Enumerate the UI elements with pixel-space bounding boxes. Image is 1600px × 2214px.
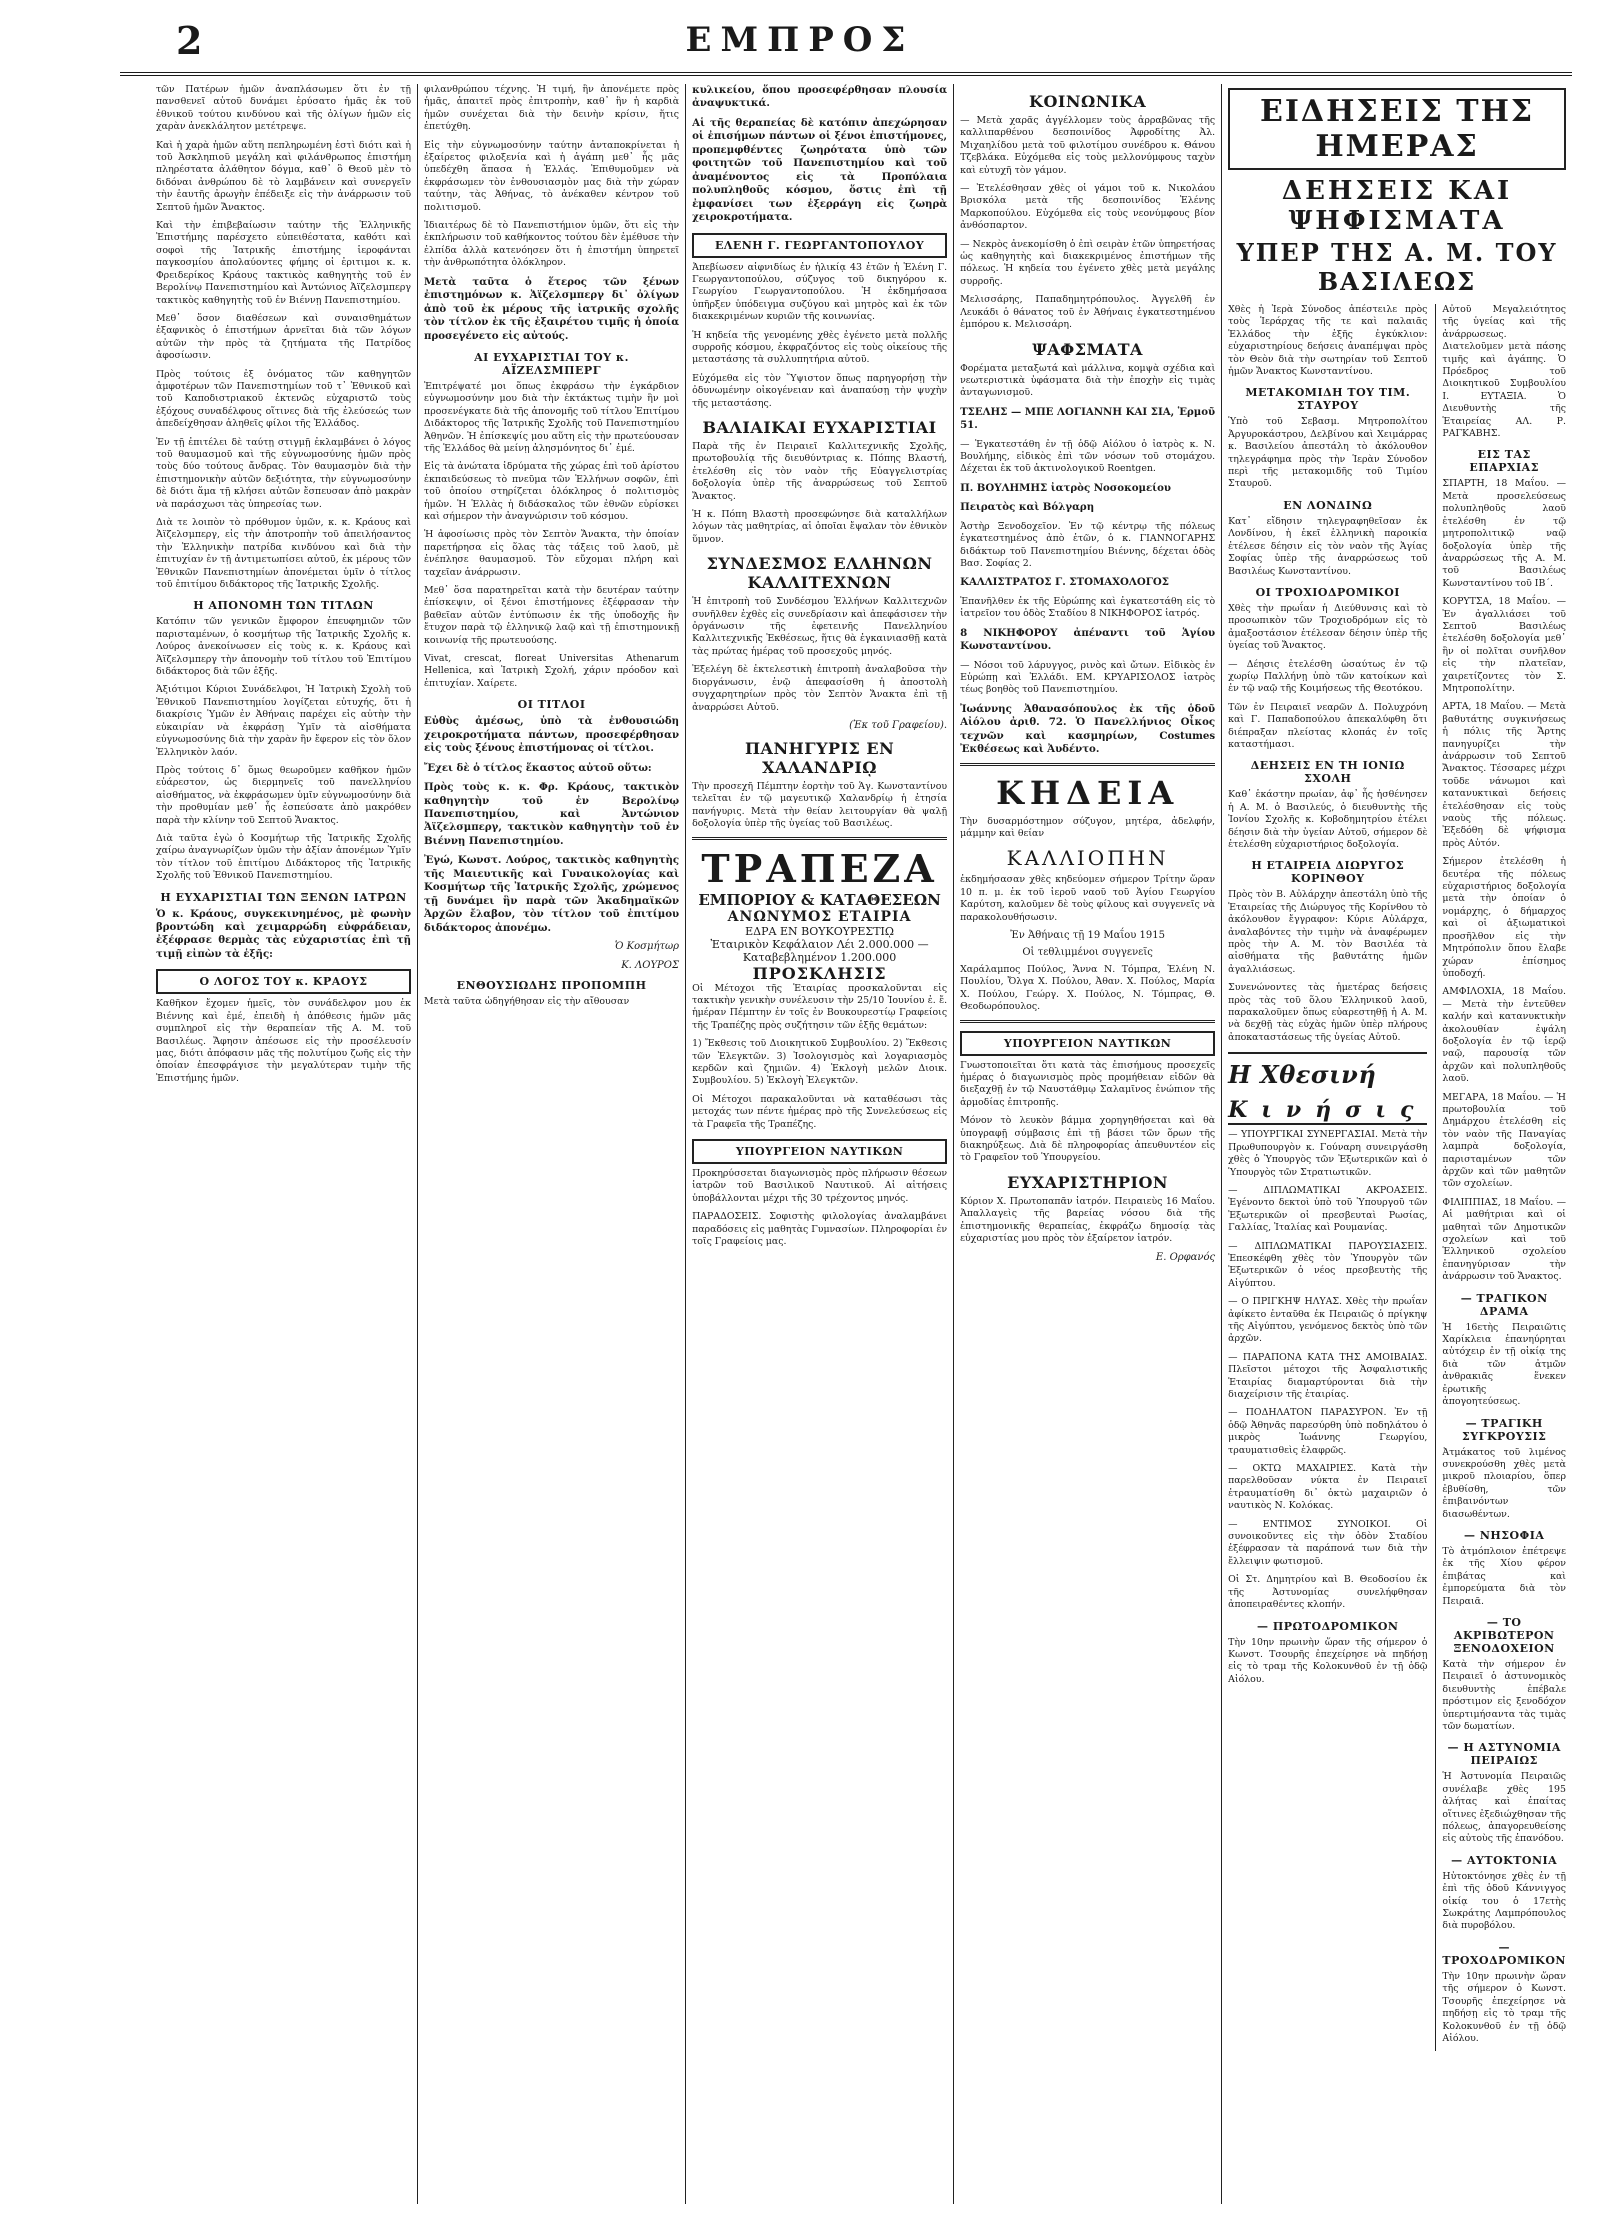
divider <box>692 837 947 840</box>
article-paragraph: — Δέησις ἐτελέσθη ὡσαύτως ἐν τῷ χωρίῳ Παλλήνῃ ὑπὸ τῶν κατοίκων καὶ ἐν τῷ ναῷ τῆς Κοιμήσεως τῆς Θεοτόκου. <box>1228 658 1428 695</box>
article-paragraph: Τὴν 10ην πρωινὴν ὥραν τῆς σήμερον ὁ Κωνστ. Τσουρῆς ἐπεχείρησε νὰ πηδήσῃ εἰς τὸ τραμ τῆς Κολοκυνθοῦ ἐν τῇ ὁδῷ Αἰόλου. <box>1228 1636 1428 1685</box>
section-heading: Η ΕΥΧΑΡΙΣΤΙΑΙ ΤΩΝ ΞΕΝΩΝ ΙΑΤΡΩΝ <box>160 890 407 904</box>
section-heading-boxed: ΕΛΕΝΗ Γ. ΓΕΩΡΓΑΝΤΟΠΟΥΛΟΥ <box>692 233 947 258</box>
article-paragraph: Ἡ κ. Πόπη Βλαστὴ προσεφώνησε διὰ καταλλήλων λόγων τὰς μαθητρίας, αἱ ὁποῖαι ἔψαλαν τὸν ἐθνικὸν ὕμνον. <box>692 509 948 545</box>
article-paragraph: Συνενώνοντες τὰς ἡμετέρας δεήσεις πρὸς τὰς τοῦ ὅλου Ἑλληνικοῦ λαοῦ, παρακαλοῦμεν ὅπως εὐαρεστηθῇ ἡ Α. Μ. νὰ δεχθῇ τὰς εὐχὰς ἡμῶν ὑπὲρ πλήρους ἀποκαταστάσεως τῆς ὑγείας Αὐτοῦ. <box>1228 982 1428 1043</box>
article-paragraph: Ἡ Ἀστυνομία Πειραιῶς συνέλαβε χθὲς 195 ἀλήτας καὶ ἐπαίτας οἵτινες ἐξεδιώχθησαν τῆς πόλεως, ἀπαγορευθείσης εἰς αὐτοὺς τῆς ἐπανόδου. <box>1442 1771 1566 1845</box>
section-heading: — ΤΟ ΑΚΡΙΒΩΤΕΡΟΝ ΞΕΝΟΔΟΧΕΙΟΝ <box>1453 1615 1555 1655</box>
article-paragraph: — ΠΟΔΗΛΑΤΟΝ ΠΑΡΑΣΥΡΟΝ. Ἐν τῇ ὁδῷ Ἀθηνᾶς παρεσύρθη ὑπὸ ποδηλάτου ὁ μικρὸς Ἰωάννης Γεωργίου, τραυματισθεὶς ἐλαφρῶς. <box>1228 1407 1428 1456</box>
article-paragraph: — ΟΚΤΩ ΜΑΧΑΙΡΙΕΣ. Κατὰ τὴν παρελθοῦσαν νύκτα ἐν Πειραιεῖ ἐτραυματίσθη δι᾽ ὀκτὼ μαχαιριῶν ὁ ναυτικὸς Ν. Κολόκας. <box>1228 1463 1428 1512</box>
article-paragraph: Διὰ ταῦτα ἐγὼ ὁ Κοσμήτωρ τῆς Ἰατρικῆς Σχολῆς χαίρω ἀναγνωρίζων ὑμῶν τὴν ἀξίαν ἀπονέμων Ὑμῖν τὸν τίτλον τοῦ ἐπιτίμου Διδάκτορος τῆς Ἰατρικῆς Σχολῆς τοῦ Ἐθνικοῦ Πανεπιστημίου. <box>156 832 412 882</box>
news-of-the-day-title: ΕΙΔΗΣΕΙΣ ΤΗΣ ΗΜΕΡΑΣ <box>1228 88 1566 170</box>
article-paragraph: ΣΠΑΡΤΗ, 18 Μαΐου. — Μετὰ προσελεύσεως πολυπληθοῦς λαοῦ ἐτελέσθη ἐν τῷ μητροπολιτικῷ ναῷ δοξολογία ὑπὲρ τῆς ἀναρρώσεως τῆς Α. Μ. τοῦ Βασιλέως Κωνσταντίνου τοῦ ΙΒ´. <box>1442 478 1566 589</box>
section-heading: ΔΕΗΣΕΙΣ ΕΝ ΤΗ ΙΟΝΙΩ ΣΧΟΛΗ <box>1250 759 1405 786</box>
article-paragraph: Κατ᾽ εἴδησιν τηλεγραφηθεῖσαν ἐκ Λονδίνου, ἡ ἐκεῖ ἑλληνικὴ παροικία ἐτέλεσε δέησιν εἰς τὸν ναὸν τῆς Ἁγίας Σοφίας ὑπὲρ τῆς ἀναρρώσεως τοῦ Βασιλέως Κωνσταντίνου. <box>1228 515 1428 577</box>
section-heading: Η ΕΤΑΙΡΕΙΑ ΔΙΩΡΥΓΟΣ ΚΟΡΙΝΘΟΥ <box>1251 859 1405 886</box>
section-heading-boxed: Ο ΛΟΓΟΣ ΤΟΥ κ. ΚΡΑΟΥΣ <box>156 969 411 994</box>
bold-paragraph: Ὁ κ. Κράους, συγκεκινημένος, μὲ φωνὴν βροντώδη καὶ χειμαρρώδη εὐφράδειαν, ἐξέφρασε θερμὰς τὰς εὐχαριστίας ἐπὶ τῇ τιμῇ εἰπὼν τὰ ἑξῆς: <box>156 907 412 960</box>
article-paragraph: Ἰδιαιτέρως δὲ τὸ Πανεπιστήμιον ὑμῶν, ὅτι εἰς τὴν ἐκπλήρωσιν τοῦ καθήκοντος τούτου δὲν ἐμέθυσε τὴν ἐλπίδα ἀλλὰ κατενόησεν ὅτι ἡ ἐπιστήμη ὑπηρετεῖ τὴν ἀνθρωπότητα ὁλόκληρον. <box>424 220 680 269</box>
section-heading: ΠΑΝΗΓΥΡΙΣ ΕΝ ΧΑΛΑΝΔΡΙῼ <box>744 738 895 777</box>
article-paragraph: Μεθ᾽ ὅσα παρατηρεῖται κατὰ τὴν δευτέραν ταύτην ἐπίσκεψιν, οἱ ξένοι ἐπιστήμονες ἐξέφρασαν τὴν βαθεῖαν αὐτῶν ἐντύπωσιν ἐκ τῆς ὑποδοχῆς ἣν ἔτυχον παρὰ τῷ ἑλληνικῷ λαῷ καὶ τῇ ἐπιστημονικῇ κοινωνίᾳ τῆς πρωτευούσης. <box>424 585 680 646</box>
article-paragraph: — ΔΙΠΛΩΜΑΤΙΚΑΙ ΑΚΡΟΑΣΕΙΣ. Ἐγένοντο δεκτοὶ ὑπὸ τοῦ Ὑπουργοῦ τῶν Ἐξωτερικῶν οἱ πρεσβευταὶ Ρωσίας, Γαλλίας, Ἰταλίας καὶ Ρουμανίας. <box>1228 1184 1428 1234</box>
article-paragraph: Ἀστὴρ Ξενοδοχεῖον. Ἐν τῷ κέντρῳ τῆς πόλεως ἐγκατεστημένος ἀπὸ ἐτῶν, ὁ κ. ΓΙΑΝΝΟΓΑΡΗΣ διδάκτωρ τοῦ Πανεπιστημίου Βιέννης, δέχεται ὁδὸς Βασ. Σοφίας 2. <box>960 520 1216 569</box>
section-heading: ΨΑΦΣΜΑΤΑ <box>1032 339 1143 359</box>
article-paragraph: 1) Ἔκθεσις τοῦ Διοικητικοῦ Συμβουλίου. 2) Ἔκθεσις τῶν Ἐλεγκτῶν. 3) Ἰσολογισμὸς καὶ λογαριασμὸς κερδῶν καὶ ζημιῶν. 4) Ἐκλογὴ μελῶν Διοικ. Συμβουλίου. 5) Ἐκλογὴ Ἐλεγκτῶν. <box>692 1038 948 1087</box>
section-heading: — ΤΡΟΧΟΔΡΟΜΙΚΟΝ <box>1442 1940 1566 1967</box>
article-paragraph: Ἡ ἀφοσίωσις πρὸς τὸν Σεπτὸν Ἄνακτα, τὴν ὁποίαν παρετήρησα εἰς ὅλας τὰς τάξεις τοῦ λαοῦ, μὲ ἐνέπλησε θαυμασμοῦ. Τὸν εὔχομαι πλήρη καὶ ταχεῖαν ἀνάρρωσιν. <box>424 529 680 578</box>
article-paragraph: — Ἐγκατεστάθη ἐν τῇ ὁδῷ Αἰόλου ὁ ἰατρὸς κ. Ν. Βουλήμης, εἰδικὸς ἐπὶ τῶν νόσων τοῦ στομάχου. Δέχεται ἐκ τοῦ ἀκτινολογικοῦ Roentgen. <box>960 438 1216 475</box>
article-paragraph: Κατόπιν τῶν γενικῶν ἔμφορον ἐπευφημιῶν τῶν παρισταμένων, ὁ κοσμήτωρ τῆς Ἰατρικῆς Σχολῆς κ. Λούρος ἀνεκοίνωσεν εἰς τοὺς κ. κ. Κράους καὶ Ἀϊζελσμπεργ τὴν ἀπονομὴν τοῦ τίτλου τοῦ Ἐπιτίμου διδάκτορος διὰ τῶν ἑξῆς. <box>156 616 412 678</box>
section-heading-italic: Η Χθεσινή <box>1228 1052 1427 1089</box>
article-paragraph: Καθῆκον ἔχομεν ἡμεῖς, τὸν συνάδελφον μου ἐκ Βιέννης καὶ ἐμέ, ἐπειδὴ ἡ ἀπόθεσις ἡμῶν μᾶς συμπληροῖ εἰς τὴν θεραπείαν τῆς Α. Μ. τοῦ Βασιλέως. Ἄφησιν ἀπέσωσε εἰς τὴν προσέλευσίν μας, διότι ἀπόφασιν μᾶς τῆς πολυτίμου ζωῆς εἰς τὴν ὁποίαν ἐπεσφράγισε τὴν μεγαλύτεραν τιμὴν τῆς Ἐπιστήμης ἡμῶν. <box>156 998 412 1084</box>
newspaper-title: ΕΜΠΡΟΣ <box>685 20 915 60</box>
section-heading: ΣΥΝΔΕΣΜΟΣ ΕΛΛΗΝΩΝ ΚΑΛΛΙΤΕΧΝΩΝ <box>706 554 933 593</box>
bank-capital: Ἐταιρικὸν Κεφάλαιον Λέι 2.000.000 — Καταβεβλημένον 1.200.000 <box>710 937 929 964</box>
article-paragraph: Ἀτμάκατος τοῦ λιμένος συνεκρούσθη χθὲς μετὰ μικροῦ πλοιαρίου, ὅπερ ἐβυθίσθη, τῶν ἐπιβαινόντων διασωθέντων. <box>1442 1446 1566 1520</box>
article-paragraph: Μεθ᾽ ὅσον διαθέσεων καὶ συναισθημάτων ἐξαφνικὸς ὁ ἐπιστήμων ἀρνεῖται διὰ τῶν λόγων αὐτῶν τὴν πρὸς τὰ ζητήματα τῆς Πατρίδος ἀφοσίωσιν. <box>156 312 412 362</box>
bank-subtitle: ΕΜΠΟΡΙΟΥ & ΚΑΤΑΘΕΣΕΩΝ <box>698 890 941 909</box>
article-paragraph: τῶν Πατέρων ἡμῶν ἀναπλάσωμεν ὅτι ἐν τῇ πανσθενεῖ αὐτοῦ δυνάμει ἐρύσατο ἡμᾶς ἐκ τοῦ ἐθνικοῦ τούτου κινδύνου καὶ τῆς ὀλίγων ἡμῶν εἰς χαρὰν ἀνεκλάλητον μετέτρεψε. <box>156 84 412 133</box>
article-paragraph: Καθ᾽ ἑκάστην πρωίαν, ἀφ᾽ ἧς ἠσθένησεν ἡ Α. Μ. ὁ Βασιλεύς, ὁ διευθυντὴς τῆς Ἰονίου Σχολῆς κ. Κοβοδημητρίου ἐτέλει δέησιν διὰ τὴν ὑγείαν Αὐτοῦ, σήμερον δὲ ἐτελέσθη εὐχαριστήριος δοξολογία. <box>1228 789 1428 850</box>
article-paragraph: — Νόσοι τοῦ λάρυγγος, ρινὸς καὶ ὤτων. Εἰδικὸς ἐν Εὐρώπῃ καὶ Ἑλλάδι. ΕΜ. ΚΡΥΑΡΙΣΟΛΟΣ ἰατρὸς τέως βοηθὸς τοῦ Πανεπιστημίου. <box>960 659 1216 696</box>
article-paragraph: — ΔΙΠΛΩΜΑΤΙΚΑΙ ΠΑΡΟΥΣΙΑΣΕΙΣ. Ἐπεσκέφθη χθὲς τὸν Ὑπουργὸν τῶν Ἐξωτερικῶν ὁ νέος πρεσβευτὴς τῆς Αἰγύπτου. <box>1228 1240 1428 1289</box>
article-paragraph: — ΕΝΤΙΜΟΣ ΣΥΝΟΙΚΟΙ. Οἱ συνοικοῦντες εἰς τὴν ὁδὸν Σταδίου ἐξέφρασαν τὰ παράπονά των διὰ τὴν ἔλλειψιν φωτισμοῦ. <box>1228 1518 1428 1567</box>
article-paragraph: — Νεκρὸς ἀνεκομίσθη ὁ ἐπὶ σειρὰν ἐτῶν ὑπηρετήσας ὡς καθηγητὴς καὶ διακεκριμένος ἐπιστήμων τῆς πόλεως. Ἡ κηδεία του ἐγένετο χθὲς μετὰ μεγάλης συρροῆς. <box>960 238 1216 287</box>
article-paragraph: ΑΜΦΙΛΟΧΙΑ, 18 Μαΐου. — Μετὰ τὴν ἐντεῦθεν καλήν καὶ κατανυκτικὴν ἀκολουθίαν ἐψάλη δοξολογία ἐν τῷ ἱερῷ ναῷ, παρουσίᾳ τῶν ἀρχῶν καὶ πολυπληθοῦς λαοῦ. <box>1442 986 1566 1085</box>
article-paragraph: — ΠΑΡΑΠΟΝΑ ΚΑΤΑ ΤΗΣ ΑΜΟΙΒΑΙΑΣ. Πλεῖστοι μέτοχοι τῆς Ἀσφαλιστικῆς Ἑταιρίας διαμαρτύρονται διὰ τὴν διαχείρισιν τῆς ἑταιρίας. <box>1228 1351 1428 1400</box>
section-heading: ΒΑΛΙΑΙΚΑΙ ΕΥΧΑΡΙΣΤΙΑΙ <box>702 418 937 437</box>
news-right <box>1435 304 1566 2051</box>
article-paragraph: Εἰς τὴν εὐγνωμοσύνην ταύτην ἀνταποκρίνεται ἡ ἐξαίρετος φιλοξενία καὶ ἡ ἀγάπη μεθ᾽ ἧς μᾶς ὑπεδέχθη ἅπασα ἡ Ἑλλάς. Ἐπιθυμοῦμεν νὰ ἐκφράσωμεν τὸν ἐνθουσιασμὸν μας διὰ τὴν χώραν ταύτην, τὰς Ἀθήνας, τὸ ἀνέκαθεν κέντρον τοῦ πολιτισμοῦ. <box>424 139 680 213</box>
columns <box>150 84 1572 2204</box>
source-note: (Ἐκ τοῦ Γραφείου). <box>849 719 948 731</box>
article-paragraph: Σήμερον ἐτελέσθη ἡ δευτέρα τῆς πόλεως εὐχαριστήριος δοξολογία μετὰ τὴν ὁποίαν ὁ νομάρχης, ὁ δήμαρχος καὶ οἱ ἀξιωματικοὶ προσῆλθον εἰς τὴν Μητρόπολιν ὅπου ἔλαβε χώραν ἐπίσημος ὑποδοχή. <box>1442 856 1566 979</box>
page-number: 2 <box>176 18 203 63</box>
news-subheading: ΥΠΕΡ ΤΗΣ Α. Μ. ΤΟΥ ΒΑΣΙΛΕΩΣ <box>1236 238 1558 296</box>
section-heading: — ΝΗΣΟΦΙΑ <box>1464 1528 1545 1542</box>
article-paragraph: Φορέματα μεταξωτά καὶ μάλλινα, κομψὰ σχέδια καὶ νεωτεριστικὰ ὑφάσματα διὰ τὴν ἐποχὴν εἰς τιμὰς ἀνταγωνισμοῦ. <box>960 362 1216 399</box>
bold-paragraph: Πειρατὸς καὶ Βόλγαρη <box>960 501 1095 514</box>
column-5 <box>1222 84 1572 2204</box>
article-paragraph: Κατὰ τὴν σήμερον ἐν Πειραιεῖ ὁ ἀστυνομικὸς διευθυντὴς ἐπέβαλε πρόστιμον εἰς ξενοδόχον ὑπερτιμήσαντα τὰς τιμὰς τῶν δωματίων. <box>1442 1658 1566 1732</box>
bank-company-type: ΑΝΩΝΥΜΟΣ ΕΤΑΙΡΙΑ <box>727 908 912 925</box>
signature-name: Ε. Ορφανός <box>1155 1251 1216 1263</box>
section-heading: — Η ΑΣΤΥΝΟΜΙΑ ΠΕΙΡΑΙΩΣ <box>1447 1741 1561 1768</box>
article-paragraph: Τὴν προσεχῆ Πέμπτην ἑορτὴν τοῦ Ἁγ. Κωνσταντίνου τελεῖται ἐν τῷ μαγευτικῷ Χαλανδρίῳ ἡ ἐτησία πανήγυρις. Μετὰ τὴν θείαν λειτουργίαν θὰ ψαλῇ δοξολογία ὑπὲρ τῆς ὑγείας τοῦ Βασιλέως. <box>692 780 948 830</box>
article-paragraph: Τὴν δυσαρμόστημον σύζυγον, μητέρα, ἀδελφήν, μάμμην καὶ θείαν <box>960 815 1216 839</box>
bold-paragraph: Μετὰ ταῦτα ὁ ἕτερος τῶν ξένων ἐπιστημόνων κ. Ἀϊζελσμπεργ δι᾽ ὀλίγων ἀπὸ τοῦ ἐκ μέρους τῆς ἰατρικῆς σχολῆς τὸν τίτλον ἐκ τῆς ἐξαιρέτου τιμῆς ἡ ὁποία προσεγένετο εἰς αὐτούς. <box>424 275 680 342</box>
news-left <box>1228 304 1427 2051</box>
signature-title: Ὁ Κοσμήτωρ <box>614 941 680 953</box>
bank-seat: ΕΔΡΑ ΕΝ ΒΟΥΚΟΥΡΕΣΤΙῼ <box>745 924 894 938</box>
bold-paragraph: ΚΑΛΛΙΣΤΡΑΤΟΣ Γ. ΣΤΟΜΑΧΟΛΟΓΟΣ <box>960 576 1170 589</box>
article-paragraph: ΠΑΡΑΔΟΣΕΙΣ. Σοφιστὴς φιλολογίας ἀναλαμβάνει παραδόσεις εἰς μαθητὰς Γυμνασίων. Πληροφορίαι ἐν τοῖς Γραφείοις μας. <box>692 1211 948 1248</box>
section-heading: — ΠΡΩΤΟΔΡΟΜΙΚΟΝ <box>1257 1619 1399 1633</box>
article-paragraph: Τὴν 10ην πρωινὴν ὥραν τῆς σήμερον ὁ Κωνστ. Τσουρῆς ἐπεχείρησε νὰ πηδήσῃ εἰς τὸ τραμ τῆς Κολοκυνθοῦ ἐν τῇ ὁδῷ Αἰόλου. <box>1442 1970 1566 2044</box>
article-paragraph: Πρὸς τούτοις ἐξ ὀνόματος τῶν καθηγητῶν ἀμφοτέρων τῶν Πανεπιστημίων τοῦ τ᾽ Ἐθνικοῦ καὶ τοῦ Καποδιστριακοῦ ἐκτενῶς εὐχαριστῶ τοὺς ἐξόχους συναδέλφους οἵτινες διὰ τῆς ἐλεύσεώς των ἀπεδείχθησαν ἀληθεῖς φίλοι τῆς Ἑλλάδος. <box>156 368 412 430</box>
section-heading: ΑΙ ΕΥΧΑΡΙΣΤΙΑΙ ΤΟΥ κ. ΑΪΖΕΛΣΜΠΕΡΓ <box>474 350 629 377</box>
article-paragraph: ΑΡΤΑ, 18 Μαΐου. — Μετὰ βαθυτάτης συγκινήσεως ἡ πόλις τῆς Ἄρτης πανηγυρίζει τὴν ἀνάρρωσιν τοῦ Σεπτοῦ Ἄνακτος. Τέσσαρες μέχρι τοῦδε νάνωμοι καὶ κατανυκτικαὶ δεήσεις ἐτελέσθησαν εἰς τοὺς ναοὺς τῆς πόλεως. Ἐξεδόθη δὲ ψήφισμα πρὸς Αὐτόν. <box>1442 701 1566 849</box>
section-heading: — ΤΡΑΓΙΚΟΝ ΔΡΑΜΑ <box>1460 1291 1548 1318</box>
section-heading: ΕΥΧΑΡΙΣΤΗΡΙΟΝ <box>1007 1172 1169 1192</box>
bold-paragraph: 8 ΝΙΚΗΦΟΡΟΥ ἀπέναντι τοῦ Ἁγίου Κωνσταντίνου. <box>960 626 1216 653</box>
section-heading: ΕΝΘΟΥΣΙΩΔΗΣ ΠΡΟΠΟΜΠΗ <box>456 979 647 993</box>
article-paragraph: Vivat, crescat, floreat Universitas Athenarum Hellenica, καὶ Ἰατρικὴ Σχολή, χάριν πρόοδον καὶ ἐπιτυχίαν. Χαίρετε. <box>424 653 680 689</box>
article-paragraph: Πρὸς τούτοις δ᾽ ὅμως θεωροῦμεν καθῆκον ἡμῶν εὐάρεστον, ὡς διερμηνεῖς τοῦ πανελληνίου αἰσθήματος, νὰ ἐκφράσωμεν ὑμῖν εὐγνωμοσύνην διὰ τὴν προθυμίαν μεθ᾽ ἧς ἐσπεύσατε ἀπὸ μακρόθεν παρὰ τὴν κλίνην τοῦ Σεπτοῦ Ἄνακτος. <box>156 764 412 826</box>
section-heading-spaced: Κινήσις <box>1228 1097 1428 1124</box>
news-two-col <box>1228 304 1566 2051</box>
section-heading: ΜΕΤΑΚΟΜΙΔΗ ΤΟΥ ΤΙΜ. ΣΤΑΥΡΟΥ <box>1245 386 1411 413</box>
bold-paragraph: Ἰωάννης Ἀθανασόπουλος ἐκ τῆς ὁδοῦ Αἰόλου ἀριθ. 72. Ὁ Πανελλήνιος Οἶκος τεχνῶν καὶ κασμηρίων, Costumes Ἐκθέσεως καὶ Ἀυδέντο. <box>960 702 1216 756</box>
article-paragraph: Εἰς τὰ ἀνώτατα ἰδρύματα τῆς χώρας ἐπὶ τοῦ ἀρίστου ἐκπαιδεύσεως τὸ πνεῦμα τῶν Ἑλλήνων σοφῶν, ἐπὶ τοῦ ὁποίου στηρίζεται ὁλόκληρος ὁ πολιτισμὸς ἡμῶν. Ἡ Ἑλλὰς ἡ διδάσκαλος τῶν ἐθνῶν εὑρίσκει καὶ σήμερον τὴν ἀναγνώρισιν τοῦ κόσμου. <box>424 461 680 523</box>
article-paragraph: Οἱ Στ. Δημητρίου καὶ Β. Θεοδοσίου ἐκ τῆς Ἀστυνομίας συνελήφθησαν ἀποπειραθέντες κλοπήν. <box>1228 1574 1428 1611</box>
article-paragraph: Ηὐτοκτόνησε χθὲς ἐν τῇ ἐπὶ τῆς ὁδοῦ Κάννιγγος οἰκίᾳ του ὁ 17ετὴς Σωκράτης Λαμπρόπουλος διὰ πυροβόλου. <box>1442 1870 1566 1932</box>
article-paragraph: Προκηρύσσεται διαγωνισμὸς πρὸς πλήρωσιν θέσεων ἰατρῶν τοῦ Βασιλικοῦ Ναυτικοῦ. Αἱ αἰτήσεις ὑποβάλλονται μέχρι τῆς 30 τρέχοντος μηνός. <box>692 1168 948 1204</box>
section-heading: ΕΝ ΛΟΝΔΙΝΩ <box>1283 498 1373 512</box>
deceased-name: ΚΑΛΛΙΟΠΗΝ <box>1006 846 1169 871</box>
article-paragraph: ΦΙΛΙΠΠΙΑΣ, 18 Μαΐου. — Αἱ μαθήτριαι καὶ οἱ μαθηταὶ τῶν Δημοτικῶν σχολείων καὶ τοῦ Ἑλληνικοῦ σχολείου ἐπανηγύρισαν τὴν ἀνάρρωσιν τοῦ Ἄνακτος. <box>1442 1196 1566 1283</box>
article-paragraph: Ἀξιότιμοι Κύριοι Συνάδελφοι, Ἡ Ἰατρικὴ Σχολὴ τοῦ Ἐθνικοῦ Πανεπιστημίου λογίζεται εὐτυχής, ὅτι ἡ διακρίσις Ὑμῶν ἐν Ἀθήναις παρέχει εἰς αὐτὴν τὴν εὐκαιρίαν νὰ ἐκφράσῃ Ὑμῖν τὰ αἰσθήματα εὐγνωμοσύνης διὰ τὴν χαρὰν ἣν ἔφερον εἰς τὸν ὅλον Ἑλληνικὸν λαόν. <box>156 684 412 758</box>
news-subheading: ΔΕΗΣΕΙΣ ΚΑΙ ΨΗΦΙΣΜΑΤΑ <box>1281 176 1513 236</box>
bold-paragraph: Πρὸς τοὺς κ. κ. Φρ. Κράους, τακτικὸν καθηγητὴν τοῦ ἐν Βερολίνῳ Πανεπιστημίου, καὶ Ἀντώνιον Ἀϊζελσμπεργ, τακτικὸν καθηγητὴν τοῦ ἐν Βιέννῃ Πανεπιστημίου. <box>424 781 680 847</box>
bold-paragraph: Αἱ τῆς θεραπείας δὲ κατόπιν ἀπεχώρησαν οἱ ἐπισήμων πάντων οἱ ξένοι ἐπιστήμονες, προπεμφθέντες ζωηρότατα ὑπὸ τῶν φοιτητῶν τοῦ Πανεπιστημίου καὶ τοῦ ἀναμένοντος εἰς τὰ Προπύλαια πολυπληθοῦς κόσμου, ὅστις ἐπὶ τῇ ἐμφανίσει των ἐξερράγη εἰς ζωηρὰ χειροκροτήματα. <box>692 116 948 224</box>
masthead-rule <box>120 72 1572 76</box>
article-paragraph: Χαράλαμπος Πούλος, Ἄννα Ν. Τόμπρα, Ἑλένη Ν. Πουλίου, Ὄλγα Χ. Πούλου, Ἀθαν. Χ. Πούλος, Μαρία Χ. Πούλου, Γεώργ. Χ. Πούλος, Ν. Τόμπρας, Θ. Θεοδωρόπουλος. <box>960 964 1216 1013</box>
article-paragraph: Καὶ τὴν ἐπιβεβαίωσιν ταύτην τῆς Ἑλληνικῆς Ἐπιστήμης παρέσχετο εὐπειθέστατα, καθότι καὶ σοφοὶ τῆς Ἰατρικῆς ἐπιστήμης ἱεροφάνται παγκοσμίου ἀπολαύοντες φήμης οἱ ἐριτιμοι κ. κ. Φρειδερίκος Κράους τακτικὸς καθηγητὴς τοῦ ἐν Βερολίνῳ Πανεπιστημίου καὶ Ἀντώνιος Ἀϊζελσμπεργ τακτικὸς καθηγητὴς τοῦ ἐν Βιέννῃ Πανεπιστημίου. <box>156 220 412 306</box>
article-paragraph: Οἱ Μέτοχοι παρακαλοῦνται νὰ καταθέσωσι τὰς μετοχάς των πέντε ἡμέρας πρὸ τῆς Συνελεύσεως εἰς τὰ Γραφεῖα τῆς Τραπέζης. <box>692 1093 948 1130</box>
notice-date: Ἐν Ἀθήναις τῇ 19 Μαΐου 1915 <box>1010 930 1166 942</box>
bold-paragraph: Εὐθὺς ἀμέσως, ὑπὸ τὰ ἐνθουσιώδη χειροκροτήματα πάντων, προσεφέρθησαν εἰς τοὺς ξένους ἐπιστήμονας οἱ τίτλοι. <box>424 715 680 755</box>
section-heading: ΟΙ ΤΡΟΧΙΟΔΡΟΜΙΚΟΙ <box>1255 585 1400 599</box>
article-paragraph: Ἐπιτρέψατέ μοι ὅπως ἐκφράσω τὴν ἐγκάρδιον εὐγνωμοσύνην μου διὰ τὴν ἐκτάκτως τιμὴν ἣν μοὶ προσενέγκατε διὰ τῆς ἀπονομῆς τοῦ τίτλου Ἐπιτίμου Διδάκτορος τῆς Ἰατρικῆς Σχολῆς τοῦ Πανεπιστημίου Ἀθηνῶν. Ἡ ἐπίσκεψίς μου αὕτη εἰς τὴν πρωτεύουσαν τῆς Ἑλλάδος θὰ μείνῃ ἀλησμόνητος δι᾽ ἐμέ. <box>424 380 680 454</box>
article-paragraph: — ΥΠΟΥΡΓΙΚΑΙ ΣΥΝΕΡΓΑΣΙΑΙ. Μετὰ τὴν Πρωθυπουργὸν κ. Γούναρη συνειργάσθη χθὲς ὁ Ὑπουργὸς τῶν Ἐξωτερικῶν καὶ ὁ Ὑπουργὸς τῶν Στρατιωτικῶν. <box>1228 1129 1428 1178</box>
masthead <box>28 14 1572 72</box>
bank-title: ΤΡΑΠΕΖΑ <box>701 845 938 891</box>
section-heading-boxed: ΥΠΟΥΡΓΕΙΟΝ ΝΑΥΤΙΚΩΝ <box>960 1031 1215 1056</box>
article-paragraph: Μόνον τὸ λευκὸν βάμμα χορηγηθήσεται καὶ θὰ ὑπογραφῇ σύμβασις ἐπὶ τῇ βάσει τῶν ὅρων τῆς διακηρύξεως. Διὰ δὲ πληροφορίας ἀπευθυντέον εἰς τὸ Γραφεῖον τοῦ Ὑπουργείου. <box>960 1115 1216 1164</box>
article-paragraph: Πρὸς τὸν Β. Αὐλάρχην ἀπεστάλη ὑπὸ τῆς Ἑταιρείας τῆς Διώρυγος τῆς Κορίνθου τὸ ἀκόλουθον ἔγγραφον: Κύριε Αὐλάρχα, ἀναλαβόντες τὴν τιμὴν νὰ ἀναφέρωμεν πρὸς τὴν Α. Μ. τὸν Βασιλέα τὰ αἰσθήματα τῆς βαθυτάτης ἡμῶν ἀγαλλιάσεως. <box>1228 889 1428 975</box>
bold-paragraph: ΤΣΕΛΗΣ — ΜΠΕ ΛΟΓΙΑΝΝΗ ΚΑΙ ΣΙΑ, Ἑρμοῦ 51. <box>960 405 1216 432</box>
article-paragraph: ἐκδημήσασαν χθὲς κηδεύομεν σήμερον Τρίτην ὥραν 10 π. μ. ἐκ τοῦ ἱεροῦ ναοῦ τοῦ Ἁγίου Γεωργίου Καρύτση, καλοῦμεν δὲ τοὺς φίλους καὶ συγγενεῖς νὰ παρακολουθήσωσιν. <box>960 874 1216 923</box>
divider <box>960 1020 1215 1023</box>
section-heading: — ΑΥΤΟΚΤΟΝΙΑ <box>1451 1853 1558 1867</box>
article-paragraph: — Ἐτελέσθησαν χθὲς οἱ γάμοι τοῦ κ. Νικολάου Βρισκόλα μετὰ τῆς δεσποινίδος Ἑλένης Μαρκοπούλου. Εὐχόμεθα εἰς τοὺς νεονύμφους βίον ἀνθόσπαρτον. <box>960 183 1216 232</box>
article-paragraph: Εὐχόμεθα εἰς τὸν Ὕψιστον ὅπως παρηγορήσῃ τὴν ὀδυνωμένην οἰκογένειαν καὶ ἀναπαύσῃ τὴν ψυχὴν τῆς μεταστάσης. <box>692 372 948 409</box>
article-paragraph: Χθὲς τὴν πρωΐαν ἡ Διεύθυνσις καὶ τὸ προσωπικὸν τῶν Τροχιοδρόμων εἰς τὸ ἀμαξοστάσιον ἐτέλεσαν δέησιν ὑπὲρ τῆς ὑγείας τοῦ Ἄνακτος. <box>1228 602 1428 652</box>
article-paragraph: Ἐξελέγη δὲ ἐκτελεστικὴ ἐπιτροπὴ ἀναλαβοῦσα τὴν διοργάνωσιν, ἐνῷ ἀπεφασίσθη ἡ ἀποστολὴ συγχαρητηρίων πρὸς τὸν Σεπτὸν Ἄνακτα ἐπὶ τῇ ἀναρρώσει Αὐτοῦ. <box>692 664 948 713</box>
article-paragraph: Ἐπανῆλθεν ἐκ τῆς Εὐρώπης καὶ ἐγκατεστάθη εἰς τὸ ἰατρεῖον του ὁδὸς Σταδίου 8 ΝΙΚΗΦΟΡΟΣ ἰατρός. <box>960 595 1216 620</box>
bold-paragraph: Ἔχει δὲ ὁ τίτλος ἕκαστος αὐτοῦ οὕτω: <box>424 761 652 774</box>
article-paragraph: Τὸ ἀτμόπλοιον ἐπέτρεψε ἐκ τῆς Χίου φέρον ἐπιβάτας καὶ ἐμπορεύματα διὰ τὸν Πειραιᾶ. <box>1442 1545 1566 1607</box>
section-heading: ΕΙΣ ΤΑΣ ΕΠΑΡΧΙΑΣ <box>1469 448 1539 475</box>
article-paragraph: ΜΕΓΑΡΑ, 18 Μαΐου. — Ἡ πρωτοβουλία τοῦ Δημάρχου ἐτελέσθη εἰς τὸν ναὸν τῆς Παναγίας λαμπρὰ δοξολογία, παρισταμένων τῶν ἀρχῶν καὶ τῶν μαθητῶν τῶν σχολείων. <box>1442 1091 1566 1190</box>
article-paragraph: Ἡ ἐπιτροπὴ τοῦ Συνδέσμου Ἑλλήνων Καλλιτεχνῶν συνῆλθεν ἐχθὲς εἰς συνεδρίασιν καὶ ἀπεφάσισεν τὴν ὀργάνωσιν τῆς ἐφετεινῆς Πανελληνίου Καλλιτεχνικῆς Ἐκθέσεως, ἥτις θὰ ἐγκαινιασθῇ κατὰ τὰς πρώτας ἡμέρας τοῦ προσεχοῦς μηνός. <box>692 596 948 657</box>
divider <box>960 763 1215 766</box>
bold-paragraph: Π. ΒΟΥΛΗΜΗΣ ἰατρὸς Νοσοκομείου <box>960 481 1171 494</box>
article-paragraph: Χθὲς ἡ Ἱερὰ Σύνοδος ἀπέστειλε πρὸς τοὺς Ἱεράρχας τῆς τε καὶ παλαιᾶς Ἑλλάδος τὴν ἑξῆς ἐγκύκλιον: εὐχαριστηρίους δεήσεις ἀναπέμψαι πρὸς τὸν Θεὸν διὰ τὴν σωτηρίαν τοῦ Σεπτοῦ ἡμῶν Ἄνακτος Κωνσταντίνου. <box>1228 304 1428 378</box>
article-paragraph: Ἐν τῇ ἐπιτέλει δὲ ταύτῃ στιγμῇ ἐκλαμβάνει ὁ λόγος τοῦ θαυμασμοῦ καὶ τῆς εὐγνωμοσύνης ἡμῶν πρὸς τοὺς δύο τούτους ἄνδρας. Τὸν θαυμασμὸν διὰ τὴν ἐπιστημονικὴν αὐτῶν δεξιότητα, τὴν εὐγνωμοσύνην δὲ διότι ἅμα τῇ κλήσει αὐτῶν ἔσπευσαν ἀπὸ μακρὰν νὰ παράσχωσι τὰς ὑπηρεσίας των. <box>156 436 412 510</box>
column-3 <box>686 84 954 2204</box>
article-paragraph: Κύριον Χ. Πρωτοπαπᾶν ἰατρόν. Πειραιεὺς 16 Μαΐου. Ἀπαλλαγεὶς τῆς βαρείας νόσου διὰ τῆς ἐπιστημονικῆς θεραπείας, ἐκφράζω δημοσίᾳ τὰς εὐχαριστίας μου πρὸς τὸν ἐξαίρετον ἰατρόν. <box>960 1195 1216 1245</box>
article-paragraph: ΚΟΡΥΤΣΑ, 18 Μαΐου. — Ἐν ἀγαλλιάσει τοῦ Σεπτοῦ Βασιλέως ἐτελέσθη δοξολογία μεθ᾽ ἣν οἱ πολῖται συνῆλθον εἰς τὴν πλατεῖαν, χαιρετίζοντες τὸν Σ. Μητροπολίτην. <box>1442 596 1566 694</box>
article-paragraph: Διὰ τε λοιπὸν τὸ πρόθυμον ὑμῶν, κ. κ. Κράους καὶ Ἀϊζελσμπεργ, εἰς τὴν ἀποτροπὴν τοῦ ἀπειλήσαντος τὴν Ἑλληνικὴν πατρίδα κινδύνου καὶ διὰ τὴν ἐπιτυχίαν ἐν τῇ ἀντιμετωπίσει αὐτοῦ, ἐκ μέρους τῶν Ἐθνικῶν Πανεπιστημίων ἀπονέμεται ὑμῖν ὁ τίτλος τοῦ ἐπιτίμου διδάκτορος τῆς Ἰατρικῆς Σχολῆς. <box>156 517 412 591</box>
column-2 <box>418 84 686 2204</box>
article-paragraph: Ὑπὸ τοῦ Σεβασμ. Μητροπολίτου Ἀργυροκάστρου, Δελβίνου καὶ Χειμάρρας κ. Βασιλείου ἀπεστάλη τὸ ἀκόλουθον τηλεγράφημα πρὸς τὴν Ἱερὰν Σύνοδον περὶ τῆς μετακομιδῆς τοῦ Τιμίου Σταυροῦ. <box>1228 416 1428 490</box>
column-1 <box>150 84 418 2204</box>
notice-signatories: Οἱ τεθλιμμένοι συγγενεῖς <box>1022 947 1153 959</box>
article-paragraph: Μετὰ ταῦτα ὡδηγήθησαν εἰς τὴν αἴθουσαν <box>424 996 630 1008</box>
article-paragraph: Αὐτοῦ Μεγαλειότητος τῆς ὑγείας καὶ τῆς ἀνάρρωσεως. Διατελοῦμεν μετὰ πάσης τιμῆς καὶ ἀγάπης. Ὁ Πρόεδρος τοῦ Διοικητικοῦ Συμβουλίου Ι. ΕΥΤΑΞΙΑ. Ὁ Διευθυντὴς τῆς Ἑταιρείας ΑΛ. Ρ. ΡΑΓΚΑΒΗΣ. <box>1442 304 1566 440</box>
article-paragraph: Ἡ 16ετὴς Πειραιῶτις Χαρίκλεια ἐπανηύρηται αὐτόχειρ ἐν τῇ οἰκίᾳ της διὰ τῶν ἀτμῶν ἀνθρακιᾶς ἕνεκεν ἐρωτικῆς ἀπογοητεύσεως. <box>1442 1321 1566 1408</box>
article-paragraph: Ἀπεβίωσεν αἰφνιδίως ἐν ἡλικίᾳ 43 ἐτῶν ἡ Ἑλένη Γ. Γεωργαντοπούλου, σύζυγος τοῦ δικηγόρου κ. Γεωργίου Γεωργαντοπούλου. Ἡ ἐκδημήσασα ὑπῆρξεν ὑπόδειγμα συζύγου καὶ μητρὸς καὶ ἐκ τῶν διακεκριμένων κυριῶν τῆς κοινωνίας. <box>692 261 948 323</box>
article-paragraph: Γνωστοποιεῖται ὅτι κατὰ τὰς ἐπισήμους προσεχεῖς ἡμέρας ὁ διαγωνισμὸς πρὸς προμήθειαν εἰδῶν θὰ διεξαχθῇ ἐν τῷ Ναυστάθμῳ Σαλαμῖνος ἐνώπιον τῆς ἁρμοδίας ἐπιτροπῆς. <box>960 1059 1216 1108</box>
article-paragraph: — Μετὰ χαρᾶς ἀγγέλλομεν τοὺς ἀρραβῶνας τῆς καλλιπαρθένου δεσποινίδος Ἀφροδίτης Ἀλ. Μιχαηλίδου μετὰ τοῦ φιλοτίμου συνέδρου κ. Θάνου Τζεβλάκα. Εὐχόμεθα εἰς τοὺς μελλονύμφους ταχὺν καὶ εὐτυχῆ τὸν γάμον. <box>960 115 1216 176</box>
section-heading: Η ΑΠΟΝΟΜΗ ΤΩΝ ΤΙΤΛΩΝ <box>193 599 374 613</box>
article-paragraph: Παρὰ τῆς ἐν Πειραιεῖ Καλλιτεχνικῆς Σχολῆς, πρωτοβουλίᾳ τῆς διευθύντριας κ. Πόπης Βλαστή, ἐτελέσθη εἰς τὸν ναὸν τῆς Εὐαγγελιστρίας δοξολογία ὑπὲρ τῆς ἀναρρώσεως τοῦ Σεπτοῦ Ἄνακτος. <box>692 441 948 502</box>
bank-invitation: ΠΡΟΣΚΛΗΣΙΣ <box>752 963 887 983</box>
signature-name: Κ. ΛΟΥΡΟΣ <box>621 960 680 972</box>
bold-paragraph: κυλικείου, ὅπου προσεφέρθησαν πλουσία ἀναψυκτικά. <box>692 84 948 110</box>
article-paragraph: — Ο ΠΡΙΓΚΗΨ ΗΛΥΑΣ. Χθὲς τὴν πρωΐαν ἀφίκετο ἐνταῦθα ἐκ Πειραιῶς ὁ πρίγκηψ τῆς Αἰγύπτου, γενόμενος δεκτὸς ὑπὸ τῶν ἀρχῶν. <box>1228 1296 1428 1345</box>
article-paragraph: Τῶν ἐν Πειραιεῖ νεαρῶν Δ. Πολυχρόνη καὶ Γ. Παπαδοπούλου ἀπεκαλύφθη ὅτι διέπραξαν πλείστας κλοπάς ἐν τοῖς καταστήμασι. <box>1228 701 1428 750</box>
section-heading-boxed: ΥΠΟΥΡΓΕΙΟΝ ΝΑΥΤΙΚΩΝ <box>692 1139 947 1164</box>
section-heading: — ΤΡΑΓΙΚΗ ΣΥΓΚΡΟΥΣΙΣ <box>1462 1416 1547 1443</box>
article-paragraph: φιλανθρώπου τέχνης. Ἡ τιμή, ἣν ἀπονέμετε πρὸς ἡμᾶς, ἀπαιτεῖ πρὸς ἐπιτροπὴν, καθ᾽ ἣν ἡ καρδιὰ ἡμῶν συνέχεται διὰ τὴν δεινὴν κρίσιν, ἥτις ἐπετύχθη. <box>424 84 680 133</box>
article-paragraph: Οἱ Μέτοχοι τῆς Ἑταιρίας προσκαλοῦνται εἰς τακτικὴν γενικὴν συνέλευσιν τὴν 25/10 Ἰουνίου ἐ. ἔ. ἡμέραν Πέμπτην ἐν τοῖς ἐν Βουκουρεστίῳ Γραφείοις τῆς Τραπέζης πρὸς συζήτησιν τῶν ἑξῆς θεμάτων: <box>692 982 948 1031</box>
column-4 <box>954 84 1222 2204</box>
article-paragraph: Καὶ ἡ χαρὰ ἡμῶν αὕτη πεπληρωμένη ἐστὶ διότι καὶ ἡ τοῦ Ἀσκληπιοῦ μεγάλη καὶ φιλάνθρωπος ἐπιστήμη πληρέστατα ἀλάθητον δόγμα, καθ᾽ ὃ Θεοῦ μὲν τὸ διδόναι ἀνθρώπου δὲ τὸ λαμβάνειν καὶ συνεργεῖν τὴν ἑαυτῆς ἀρωγὴν ἐπέδειξε εἰς τὴν ἀνάρρωσιν τοῦ Σεπτοῦ ἡμῶν Ἄνακτος. <box>156 139 412 213</box>
section-heading: ΟΙ ΤΙΤΛΟΙ <box>517 698 586 712</box>
section-heading: ΚΟΙΝΩΝΙΚΑ <box>1029 92 1147 111</box>
bold-paragraph: Ἐγώ, Κωνστ. Λούρος, τακτικὸς καθηγητὴς τῆς Μαιευτικῆς καὶ Γυναικολογίας καὶ Κοσμήτωρ τῆς Ἰατρικῆς Σχολῆς, χρώμενος τῇ δυνάμει ἣν παρὰ τῶν Ἀκαδημαϊκῶν Ἀρχῶν ἔλαβον, τὸν τίτλον τοῦ ἐπιτίμου διδάκτορος ἀπονέμω. <box>424 854 680 934</box>
bank-advertisement <box>692 846 947 983</box>
funeral-notice-heading: ΚΗΔΕΙΑ <box>996 773 1180 812</box>
article-paragraph: Ἡ κηδεία τῆς γενομένης χθὲς ἐγένετο μετὰ πολλῆς συρροῆς κόσμου, ἐκφραζόντος εἰς τοὺς οἰκείους τῆς μεταστάσης τὰ συλλυπητήρια αὐτοῦ. <box>692 329 948 366</box>
article-paragraph: Μελισσάρης, Παπαδημητρόπουλος. Ἀγγελθῆ ἐν Λευκάδι ὁ θάνατος τοῦ ἐν Ἀθήναις ἐγκατεστημένου ἐμπόρου κ. Μελισσάρη. <box>960 294 1216 331</box>
